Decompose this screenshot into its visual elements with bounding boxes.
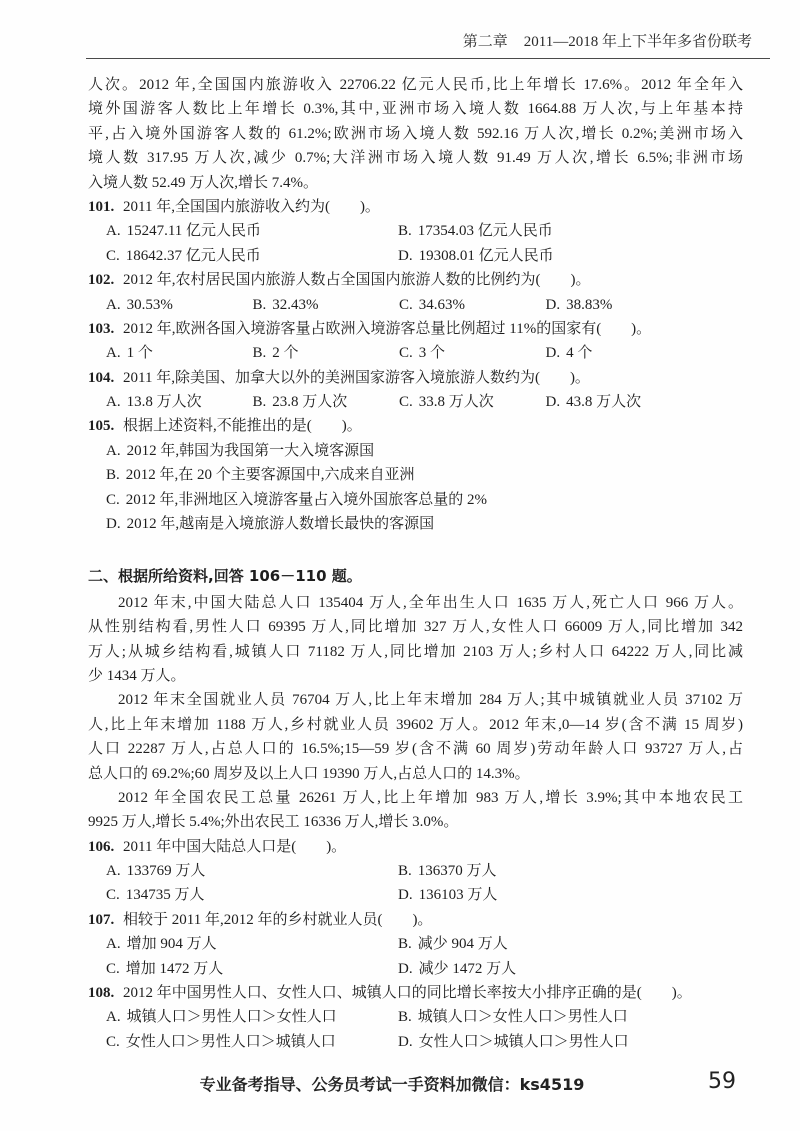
option-text: 43.8 万人次 [566, 394, 642, 411]
option-c [399, 341, 546, 365]
option-b [398, 219, 690, 243]
question-number: 103. [88, 320, 115, 337]
paragraph [88, 688, 743, 786]
option-text: 增加 1472 万人 [125, 960, 224, 977]
question-text: 2011 年中国大陆总人口是( )。 [123, 838, 347, 855]
option-b [253, 293, 400, 317]
option-d [546, 341, 693, 365]
question-102 [88, 268, 743, 317]
question-number: 101. [88, 198, 115, 215]
options-row [88, 341, 743, 365]
option-text: 133769 万人 [126, 863, 206, 880]
option-text: 3 个 [418, 345, 446, 362]
option-text: 19308.01 亿元人民币 [418, 247, 554, 264]
option-text: 2012 年,在 20 个主要客源国中,六成来自亚洲 [125, 467, 415, 484]
option-letter: B. [398, 223, 412, 240]
material-line: 入境人数 52.49 万人次,增长 7.4%。 [88, 174, 318, 191]
options-row [88, 1005, 743, 1029]
option-a [106, 439, 374, 463]
options-row [88, 859, 743, 883]
option-a [106, 219, 398, 243]
options-row [88, 439, 743, 463]
options-row [88, 463, 743, 487]
question-104 [88, 366, 743, 415]
paragraph-line: 少 1434 万人。 [88, 667, 186, 684]
option-letter: D. [398, 960, 413, 977]
option-text: 30.53% [126, 296, 173, 313]
question-stem [88, 366, 743, 390]
option-a [106, 390, 253, 414]
option-c [106, 244, 398, 268]
option-a [106, 859, 398, 883]
option-c [399, 293, 546, 317]
option-text: 4 个 [566, 345, 593, 362]
paragraph-line: 万人;从城乡结构看,城镇人口 71182 万人,同比增加 2103 万人;乡村人口 64222 万人,同比减 [88, 643, 743, 660]
option-d [398, 244, 690, 268]
option-text: 女性人口＞男性人口＞城镇人口 [125, 1033, 336, 1050]
question-text: 2012 年,农村居民国内旅游人数占全国国内旅游人数的比例约为( )。 [123, 272, 591, 289]
option-text: 17354.03 亿元人民币 [417, 223, 553, 240]
option-c [106, 1030, 398, 1054]
question-text: 相较于 2011 年,2012 年的乡村就业人员( )。 [123, 911, 433, 928]
options-row [88, 390, 743, 414]
chapter-label: 第二章 [462, 34, 508, 50]
option-letter: A. [106, 394, 121, 411]
option-c [106, 883, 398, 907]
option-text: 2012 年,非洲地区入境游客量占入境外国旅客总量的 2% [125, 491, 488, 508]
option-text: 增加 904 万人 [126, 936, 217, 953]
option-letter: B. [398, 863, 412, 880]
option-letter: D. [398, 1033, 413, 1050]
question-number: 107. [88, 911, 115, 928]
question-stem [88, 414, 743, 438]
options-row [88, 219, 743, 243]
section-heading: 二、根据所给资料,回答 106－110 题。 [88, 566, 362, 585]
option-letter: B. [398, 936, 412, 953]
option-d [398, 883, 690, 907]
option-text: 减少 1472 万人 [418, 960, 517, 977]
option-b [398, 932, 690, 956]
option-d [398, 957, 690, 981]
question-103 [88, 317, 743, 366]
option-text: 女性人口＞城镇人口＞男性人口 [418, 1033, 629, 1050]
option-text: 34.63% [418, 296, 466, 313]
material-line: 境人数 317.95 万人次,减少 0.7%;大洋洲市场入境人数 91.49 万人次,增长 6.5%;非洲市场 [88, 150, 743, 167]
paragraph-line: 2012 年末,中国大陆总人口 135404 万人,全年出生人口 1635 万人,死亡人口 966 万人。 [118, 594, 743, 611]
page-number: 59 [708, 1069, 736, 1094]
option-c [106, 957, 398, 981]
option-text: 城镇人口＞女性人口＞男性人口 [417, 1009, 628, 1026]
footer-note: 专业备考指导、公务员考试一手资料加微信：ks4519 [199, 1075, 585, 1094]
question-number: 108. [88, 985, 115, 1002]
paragraph-line: 2012 年末全国就业人员 76704 万人,比上年末增加 284 万人;其中城镇就业人员 37102 万 [118, 692, 743, 709]
option-letter: C. [106, 1033, 120, 1050]
question-stem [88, 195, 743, 219]
material-passage [88, 73, 743, 195]
option-text: 15247.11 亿元人民币 [126, 223, 262, 240]
option-letter: A. [106, 863, 121, 880]
question-text: 2012 年中国男性人口、女性人口、城镇人口的同比增长率按大小排序正确的是( )。 [123, 985, 692, 1002]
paragraph [88, 786, 743, 835]
option-letter: D. [545, 345, 561, 362]
option-b [253, 341, 400, 365]
option-b [253, 390, 400, 414]
option-c [106, 488, 487, 512]
option-d [546, 390, 693, 414]
question-stem [88, 835, 743, 859]
material-line: 人次。2012 年,全国国内旅游收入 22706.22 亿元人民币,比上年增长 17.6%。2012 年全年入 [88, 77, 743, 93]
option-text: 23.8 万人次 [272, 394, 348, 411]
option-a [106, 293, 253, 317]
option-b [106, 463, 415, 487]
running-head [463, 32, 752, 52]
option-letter: B. [398, 1009, 412, 1026]
option-b [398, 859, 690, 883]
options-row [88, 883, 743, 907]
option-letter: A. [106, 442, 121, 459]
option-letter: B. [252, 394, 267, 411]
page-body [88, 73, 743, 1054]
option-text: 38.83% [566, 296, 613, 313]
material-line: 平,占入境外国游客人数的 61.2%;欧洲市场入境人数 592.16 万人次,增长 0.2%;美洲市场入 [88, 125, 743, 142]
option-letter: C. [399, 394, 413, 411]
option-text: 33.8 万人次 [418, 394, 494, 411]
option-letter: C. [106, 491, 120, 508]
paragraph-line: 总人口的 69.2%;60 周岁及以上人口 19390 万人,占总人口的 14.3%。 [88, 765, 530, 782]
options-row [88, 293, 743, 317]
option-text: 2012 年,越南是入境旅游人数增长最快的客源国 [126, 516, 435, 533]
option-text: 城镇人口＞男性人口＞女性人口 [126, 1009, 337, 1026]
options-row [88, 488, 743, 512]
option-text: 2012 年,韩国为我国第一大入境客源国 [126, 442, 375, 459]
option-text: 18642.37 亿元人民币 [125, 247, 261, 264]
option-text: 32.43% [272, 296, 319, 313]
option-letter: B. [252, 345, 267, 362]
question-number: 105. [88, 418, 115, 435]
paragraph-line: 9925 万人,增长 5.4%;外出农民工 16336 万人,增长 3.0%。 [88, 814, 459, 831]
question-number: 106. [88, 838, 115, 855]
option-letter: C. [399, 296, 413, 313]
options-row [88, 957, 743, 981]
question-105 [88, 414, 743, 536]
option-text: 减少 904 万人 [417, 936, 508, 953]
question-101 [88, 195, 743, 268]
option-c [399, 390, 546, 414]
option-letter: B. [252, 296, 267, 313]
question-text: 2011 年,除美国、加拿大以外的美洲国家游客入境旅游人数约为( )。 [123, 369, 590, 386]
option-letter: D. [398, 887, 413, 904]
material-line: 境外国游客人数比上年增长 0.3%,其中,亚洲市场入境人数 1664.88 万人次,与上年基本持 [88, 101, 743, 118]
paragraph-line: 人口 22287 万人,占总人口的 16.5%;15—59 岁(含不满 60 周岁)劳动年龄人口 93727 万人,占 [88, 741, 743, 758]
option-text: 13.8 万人次 [126, 394, 202, 411]
option-letter: C. [106, 247, 120, 264]
option-text: 2 个 [272, 345, 299, 362]
option-letter: A. [106, 296, 121, 313]
option-letter: C. [106, 887, 120, 904]
options-row [88, 932, 743, 956]
option-text: 134735 万人 [125, 887, 205, 904]
question-stem [88, 317, 743, 341]
option-d [398, 1030, 690, 1054]
header-rule [86, 58, 770, 59]
option-letter: C. [399, 345, 413, 362]
question-stem [88, 908, 743, 932]
option-letter: A. [106, 345, 121, 362]
question-text: 2011 年,全国国内旅游收入约为( )。 [123, 198, 380, 215]
question-108 [88, 981, 743, 1054]
question-number: 104. [88, 369, 115, 386]
paragraph [88, 591, 743, 689]
option-letter: C. [106, 960, 120, 977]
options-row [88, 244, 743, 268]
option-letter: A. [106, 223, 121, 240]
option-a [106, 1005, 398, 1029]
option-a [106, 932, 398, 956]
question-106 [88, 835, 743, 908]
option-text: 136103 万人 [418, 887, 498, 904]
option-a [106, 341, 253, 365]
option-letter: D. [545, 394, 561, 411]
question-107 [88, 908, 743, 981]
paragraph-line: 人,比上年末增加 1188 万人,乡村就业人员 39602 万人。2012 年末,0—14 岁(含不满 15 周岁) [88, 716, 743, 733]
option-letter: D. [398, 247, 413, 264]
options-row [88, 512, 743, 536]
question-text: 2012 年,欧洲各国入境游客量占欧洲入境游客总量比例超过 11%的国家有( )。 [123, 320, 652, 337]
option-letter: D. [106, 516, 121, 533]
option-d [546, 293, 693, 317]
option-letter: A. [106, 936, 121, 953]
running-head-title: 2011—2018 年上下半年多省份联考 [523, 34, 752, 50]
question-number: 102. [88, 272, 115, 289]
options-row [88, 1030, 743, 1054]
question-stem [88, 981, 743, 1005]
option-letter: A. [106, 1009, 121, 1026]
option-d [106, 512, 434, 536]
paragraph-line: 2012 年全国农民工总量 26261 万人,比上年增加 983 万人,增长 3.9%;其中本地农民工 [118, 789, 743, 806]
option-letter: D. [545, 296, 561, 313]
paragraph-line: 从性别结构看,男性人口 69395 万人,同比增加 327 万人,女性人口 66009 万人,同比增加 342 [88, 619, 743, 636]
option-b [398, 1005, 690, 1029]
option-letter: B. [106, 467, 120, 484]
question-stem [88, 268, 743, 292]
option-text: 136370 万人 [417, 863, 497, 880]
option-text: 1 个 [126, 345, 153, 362]
question-text: 根据上述资料,不能推出的是( )。 [123, 418, 362, 435]
